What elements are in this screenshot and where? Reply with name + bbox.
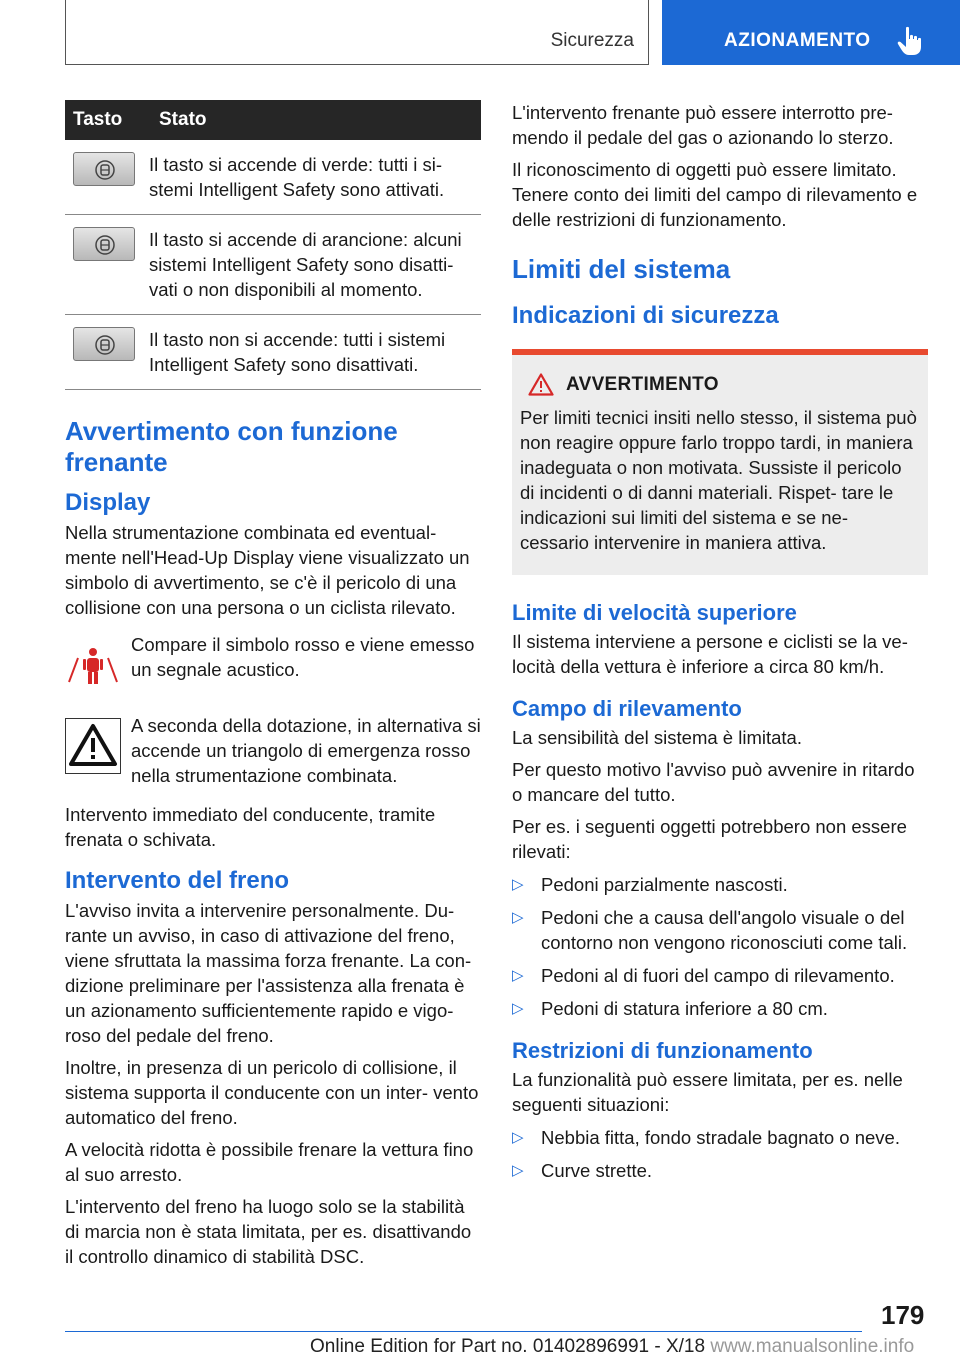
warning-icon — [528, 373, 554, 396]
bullet-triangle-icon: ▷ — [512, 876, 524, 893]
heading-velocita: Limite di velocità superiore — [512, 600, 797, 625]
header-chapter-tab — [662, 0, 960, 65]
heading-limiti: Limiti del sistema — [512, 254, 731, 284]
bullet-triangle-icon: ▷ — [512, 909, 524, 926]
paragraph-restrizioni: La funzionalità può essere limitata, per es. nelle seguenti situazioni: — [512, 1069, 903, 1115]
paragraph-campo-2: Per questo motivo l'avviso può avvenire in ritardo o mancare del tutto. — [512, 759, 915, 805]
paragraph-interruzione: L'intervento frenante può essere interrotto pre- mendo il pedale del gas o azionando lo sterzo. — [512, 102, 894, 148]
footer-edition-text: Online Edition for Part no. 01402896991 - X/18 — [310, 1336, 706, 1357]
chapter-title: AZIONAMENTO — [724, 30, 871, 51]
heading-restrizioni: Restrizioni di funzionamento — [512, 1038, 813, 1063]
heading-campo: Campo di rilevamento — [512, 696, 742, 721]
table-cell-state: Il tasto non si accende: tutti i sistemi Intelligent Safety sono disattivati. — [149, 315, 481, 390]
heading-sicurezza: Indicazioni di sicurezza — [512, 302, 779, 329]
paragraph-freno-4: L'intervento del freno ha luogo solo se la stabilità di marcia non è stata limitata, per es. disattivando il controllo dinamico di stabilità DSC. — [65, 1196, 472, 1267]
table-header-row — [65, 100, 481, 140]
bullet-triangle-icon: ▷ — [512, 967, 524, 984]
table-cell-state: Il tasto si accende di arancione: alcuni sistemi Intelligent Safety sono disatti- vati o non disponibili al momento. — [149, 215, 481, 315]
footer-watermark[interactable]: www.manualsonline.info — [710, 1336, 915, 1357]
list-item: ▷ Pedoni che a causa dell'angolo visuale o del contorno non vengono riconosciuti come tali. — [512, 907, 908, 953]
warning-title: AVVERTIMENTO — [566, 374, 719, 395]
table-row — [65, 215, 481, 315]
paragraph-campo-3: Per es. i seguenti oggetti potrebbero non essere rilevati: — [512, 816, 907, 862]
bullet-triangle-icon: ▷ — [512, 1000, 524, 1017]
table-row — [65, 140, 481, 215]
footer-rule — [65, 1331, 862, 1332]
table-header-stato: Stato — [149, 100, 481, 140]
warning-triangle-icon — [65, 718, 121, 774]
list-campo — [512, 872, 928, 1021]
warning-box — [512, 349, 928, 575]
list-item: ▷ Nebbia fitta, fondo stradale bagnato o neve. — [512, 1127, 900, 1148]
list-item: ▷ Pedoni parzialmente nascosti. — [512, 874, 788, 895]
paragraph-riconoscimento: Il riconoscimento di oggetti può essere limitato. Tenere conto dei limiti del campo di rilevamento e delle restrizioni di funzionamento. — [512, 159, 918, 230]
table-row — [65, 315, 481, 390]
paragraph-campo-1: La sensibilità del sistema è limitata. — [512, 727, 802, 748]
heading-display: Display — [65, 489, 151, 516]
safety-button-icon — [73, 227, 135, 261]
footer-edition — [310, 1336, 914, 1358]
paragraph-display: Nella strumentazione combinata ed eventual- mente nell'Head-Up Display viene visualizzato un simbolo di avvertimento, se c'è il pericolo di una collisione con una persona o un ciclista rilevato. — [65, 522, 470, 618]
bullet-triangle-icon: ▷ — [512, 1129, 524, 1146]
bullet-triangle-icon: ▷ — [512, 1162, 524, 1179]
heading-warning-brake: Avvertimento con funzione frenante — [65, 416, 398, 477]
safety-button-icon — [73, 327, 135, 361]
status-table — [65, 100, 481, 390]
header-section-title: Sicurezza — [550, 30, 634, 51]
left-column — [65, 100, 481, 1269]
safety-button-icon — [73, 152, 135, 186]
heading-freno: Intervento del freno — [65, 867, 290, 894]
triangle-warning-text: A seconda della dotazione, in alternativa si accende un triangolo di emergenza rosso nella strumentazione combinata. — [131, 715, 481, 786]
header-separator — [648, 0, 649, 65]
pointing-hand-icon — [897, 26, 923, 56]
paragraph-freno-2: Inoltre, in presenza di un pericolo di collisione, il sistema supporta il conducente con un inter- vento automatico del freno. — [65, 1057, 479, 1128]
list-item: ▷ Curve strette. — [512, 1160, 653, 1181]
paragraph-velocita: Il sistema interviene a persone e ciclisti se la ve- locità della vettura è inferiore a circa 80 km/h. — [512, 631, 908, 677]
triangle-warning-row — [65, 713, 481, 788]
pedestrian-warning-text: Compare il simbolo rosso e viene emesso un segnale acustico. — [131, 634, 475, 680]
paragraph-freno-3: A velocità ridotta è possibile frenare la vettura fino al suo arresto. — [65, 1139, 474, 1185]
warning-text: Per limiti tecnici insiti nello stesso, il sistema può non reagire oppure farlo troppo tardi, in maniera inadeguata o non motivata. Sussiste il pericolo di incidenti o di danni materiali. Rispet- tare le indicazioni sui limiti del sistema e se ne- cessario intervenire in maniera attiva. — [520, 407, 917, 553]
page-number: 179 — [881, 1300, 925, 1330]
list-item: ▷ Pedoni al di fuori del campo di rilevamento. — [512, 965, 895, 986]
table-cell-state: Il tasto si accende di verde: tutti i si- stemi Intelligent Safety sono attivati. — [149, 140, 481, 215]
paragraph-intervento: Intervento immediato del conducente, tramite frenata o schivata. — [65, 804, 436, 850]
right-column — [512, 100, 928, 1191]
paragraph-freno-1: L'avviso invita a intervenire personalmente. Du- rante un avviso, in caso di attivazione del freno, viene sfruttata la massima forza frenante. La con- dizione preliminare per l'assistenza alla frenata è un azionamento sufficientemente rapido e vigo- roso del pedale del freno. — [65, 900, 472, 1046]
pedestrian-warning-icon — [65, 638, 121, 694]
header-left-rule — [65, 0, 66, 64]
pedestrian-warning-row — [65, 632, 481, 699]
list-item: ▷ Pedoni di statura inferiore a 80 cm. — [512, 998, 828, 1019]
table-header-tasto: Tasto — [65, 100, 149, 140]
list-restrizioni — [512, 1125, 928, 1183]
header-bottom-rule — [65, 64, 648, 65]
